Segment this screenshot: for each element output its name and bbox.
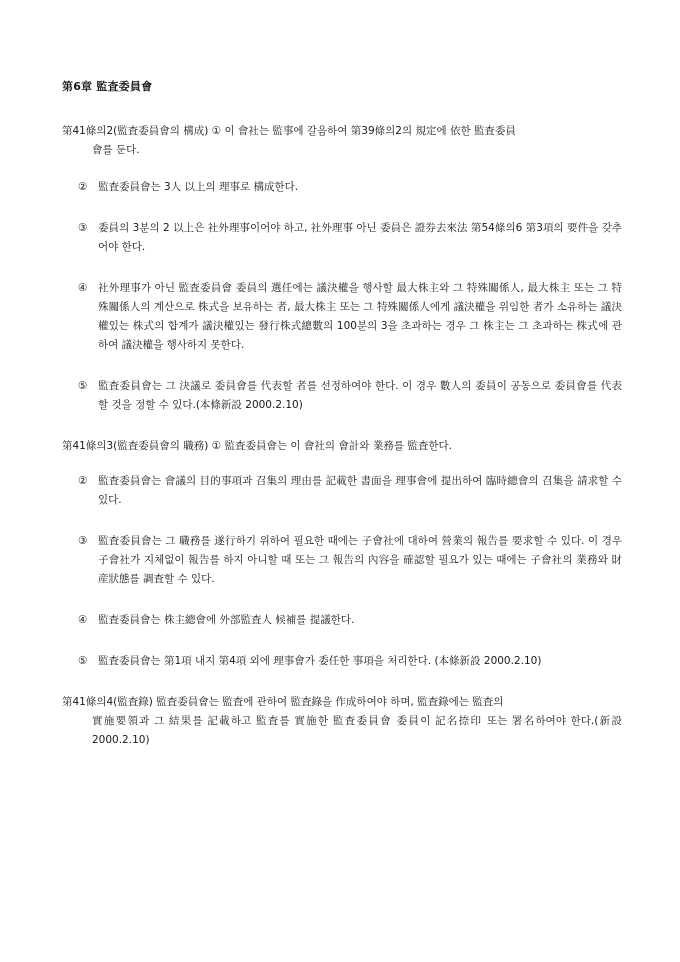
article-41-4-lead: 第41條의4(監査錄) 監査委員會는 監査에 관하여 監査錄을 作成하여야 하며, 監査錄에는 監査의 <box>62 696 504 708</box>
article-41-2-lead-cont: 會를 둔다. <box>92 144 140 156</box>
article-41-4 <box>62 693 622 750</box>
paragraph-text: 監査委員會는 會議의 目的事項과 召集의 理由를 記載한 書面을 理事會에 提出하여 臨時總會의 召集을 請求할 수 있다. <box>98 475 622 506</box>
paragraph-number: ③ <box>78 535 88 547</box>
paragraph <box>78 652 622 671</box>
paragraph-number: ⑤ <box>78 655 88 667</box>
paragraph-text: 監査委員會는 3人 以上의 理事로 構成한다. <box>98 181 299 193</box>
document-page <box>62 78 622 768</box>
paragraph <box>78 532 622 589</box>
paragraph-number: ② <box>78 475 88 487</box>
paragraph-text: 監査委員會는 株主總會에 外部監査人 候補를 提議한다. <box>98 614 355 626</box>
paragraph <box>78 219 622 257</box>
article-41-2-lead: 第41條의2(監査委員會의 構成) ① 이 會社는 監事에 갈음하여 第39條의2의 規定에 依한 監査委員 <box>62 125 516 137</box>
paragraph-text: 監査委員會는 第1項 내지 第4項 외에 理事會가 委任한 事項을 처리한다. (本條新設 2000.2.10) <box>98 655 542 667</box>
paragraph <box>78 178 622 197</box>
paragraph <box>78 279 622 355</box>
paragraph-number: ⑤ <box>78 380 88 392</box>
article-41-3-lead: 第41條의3(監査委員會의 職務) ① 監査委員會는 이 會社의 會計와 業務를 監査한다. <box>62 440 452 452</box>
paragraph <box>78 472 622 510</box>
paragraph <box>78 377 622 415</box>
paragraph-number: ④ <box>78 614 88 626</box>
paragraph-text: 委員의 3분의 2 以上은 社外理事이어야 하고, 社外理事 아닌 委員은 證券去來法 第54條의6 第3項의 要件을 갖추어야 한다. <box>98 222 622 253</box>
paragraph <box>78 611 622 630</box>
paragraph-number: ② <box>78 181 88 193</box>
article-41-4-lead-cont: 實施要領과 그 結果를 記載하고 監査를 實施한 監査委員會 委員이 記名捺印 또는 署名하여야 한다.(新設 2000.2.10) <box>92 715 622 746</box>
chapter-heading: 第6章 監査委員會 <box>62 80 153 93</box>
paragraph-number: ④ <box>78 282 88 294</box>
paragraph-text: 社外理事가 아닌 監査委員會 委員의 選任에는 議決權을 행사할 最大株主와 그 特殊關係人, 最大株主 또는 그 特殊關係人의 계산으로 株式을 보유하는 者, 最大株主 또는 그 特殊關係人에게 議決權을 위임한 者가 소유하는 議決權있는 株式의 합계가 議決權있는 發行株式總數의 100분의 3을 초과하는 경우 그 株主는 그 초과하는 株式에 관하여 議決權을 행사하지 못한다. <box>98 282 622 351</box>
paragraph-text: 監査委員會는 그 職務를 遂行하기 위하여 필요한 때에는 子會社에 대하여 營業의 報告를 要求할 수 있다. 이 경우 子會社가 지체없이 報告를 하지 아니할 때 또는 그 報告의 內容을 確認할 필요가 있는 때에는 子會社의 業務와 財産狀態를 調査할 수 있다. <box>98 535 622 585</box>
article-41-3 <box>62 437 622 456</box>
paragraph-text: 監査委員會는 그 決議로 委員會를 代表할 者를 선정하여야 한다. 이 경우 數人의 委員이 공동으로 委員會를 代表할 것을 정할 수 있다.(本條新設 2000.2.10) <box>98 380 622 411</box>
paragraph-number: ③ <box>78 222 88 234</box>
article-41-2 <box>62 122 622 160</box>
